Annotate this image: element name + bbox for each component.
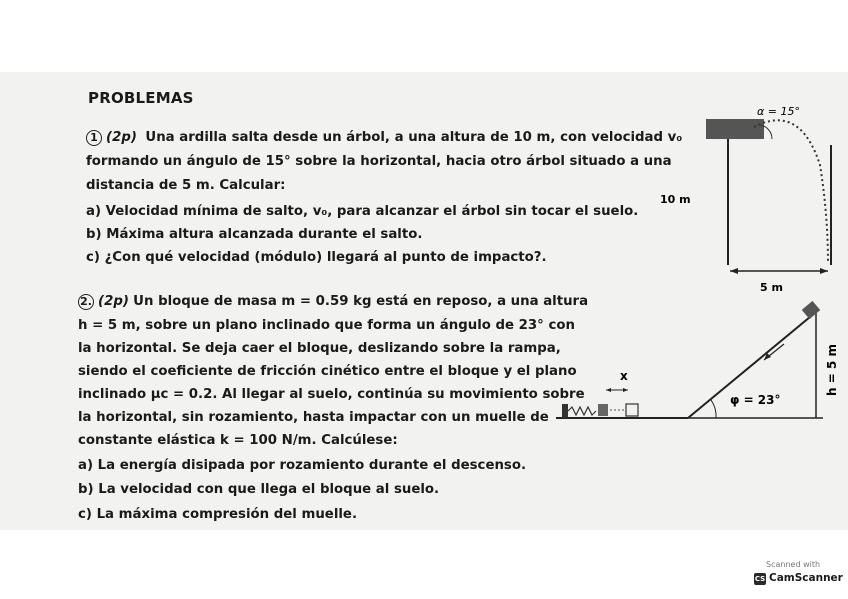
problem2-line-7: constante elástica k = 100 N/m. Calcúlese: <box>78 433 398 448</box>
compression-label: x <box>620 369 628 383</box>
tree-platform <box>706 119 764 139</box>
problem1-figure <box>650 95 840 295</box>
problem2-item-a: a) La energía disipada por rozamiento durante el descenso. <box>78 458 527 473</box>
problem2-number: 2. <box>78 294 94 310</box>
angle-label: α = 15° <box>757 105 800 118</box>
compression-arrowhead-left <box>606 388 611 392</box>
scanner-watermark <box>752 558 843 588</box>
watermark-brand: CamScanner <box>769 572 843 584</box>
arrowhead-left <box>730 268 738 274</box>
problem2-item-c: c) La máxima compresión del muelle. <box>78 507 358 522</box>
arrowhead-right <box>820 268 828 274</box>
wall <box>562 404 568 418</box>
problem2-line-6: la horizontal, sin rozamiento, hasta impactar con un muelle de <box>78 410 549 425</box>
problem2-line-2: h = 5 m, sobre un plano inclinado que forma un ángulo de 23° con <box>78 318 575 333</box>
height-label: 10 m <box>660 193 691 206</box>
camscanner-logo-icon: CS <box>754 575 766 583</box>
problem1-line-1: 1 (2p) Una ardilla salta desde un árbol, a una altura de 10 m, con velocidad v₀ <box>86 129 682 147</box>
spring-block <box>598 404 608 416</box>
page-title: PROBLEMAS <box>88 89 194 107</box>
compression-arrowhead-right <box>623 388 628 392</box>
problem1-item-b: b) Máxima altura alcanzada durante el salto. <box>86 227 423 242</box>
problem2-points: (2p) <box>98 294 129 309</box>
sliding-block <box>802 301 820 319</box>
ramp-angle-label: φ = 23° <box>730 393 781 407</box>
problem2-figure <box>548 300 843 430</box>
ramp-angle-arc <box>711 400 716 418</box>
block-initial-position <box>626 404 638 416</box>
watermark-subtitle: Scanned with <box>766 560 821 569</box>
problem2-line-5: inclinado μc = 0.2. Al llegar al suelo, continúa su movimiento sobre <box>78 387 585 402</box>
problem1-item-a: a) Velocidad mínima de salto, v₀, para alcanzar el árbol sin tocar el suelo. <box>86 204 639 219</box>
problem2-item-b: b) La velocidad con que llega el bloque al suelo. <box>78 482 440 497</box>
problem1-item-c: c) ¿Con qué velocidad (módulo) llegará al punto de impacto?. <box>86 250 547 265</box>
ramp-height-label: h = 5 m <box>825 344 839 396</box>
problem1-points: (2p) <box>106 130 137 145</box>
trajectory-path <box>754 120 828 263</box>
distance-label: 5 m <box>760 281 783 294</box>
problem1-line-3: distancia de 5 m. Calcular: <box>86 178 286 193</box>
problem2-line-3: la horizontal. Se deja caer el bloque, deslizando sobre la rampa, <box>78 341 561 356</box>
spring <box>568 407 596 415</box>
problem1-number: 1 <box>86 130 102 146</box>
problem2-line-1: 2. (2p) Un bloque de masa m = 0.59 kg está en reposo, a una altura <box>78 293 588 311</box>
problem1-line-2: formando un ángulo de 15° sobre la horizontal, hacia otro árbol situado a una <box>86 154 672 169</box>
problem2-line-4: siendo el coeficiente de fricción cinético entre el bloque y el plano <box>78 364 577 379</box>
